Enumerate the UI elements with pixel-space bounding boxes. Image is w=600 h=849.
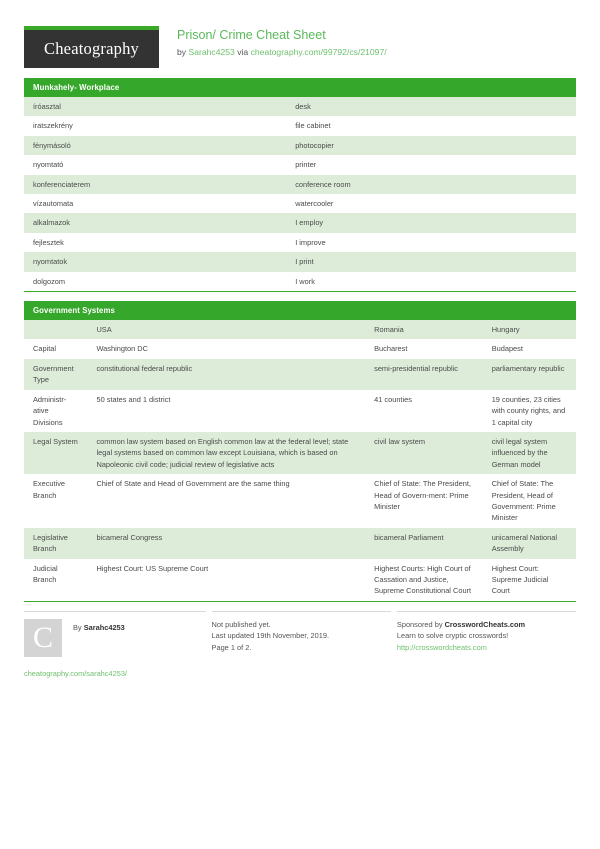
table-row	[24, 339, 576, 358]
table-cell: 19 counties, 23 cities with county rights, and 1 capital city	[483, 390, 576, 432]
profile-url-link[interactable]: cheatography.com/sarahc4253/	[24, 668, 127, 678]
card-title: Government Systems	[24, 301, 576, 320]
row-label-cell: Administr-​ative Divisions	[24, 390, 87, 432]
table-cell: file cabinet	[286, 116, 576, 135]
footer-author-column	[24, 611, 206, 680]
row-label-cell: iratszekrény	[24, 116, 286, 135]
table-cell: watercooler	[286, 194, 576, 213]
row-label-cell: Legal System	[24, 432, 87, 474]
table-row	[24, 194, 576, 213]
table-row	[24, 528, 576, 559]
table-cell: bicameral Parliament	[365, 528, 483, 559]
table-cell: conference room	[286, 175, 576, 194]
table-row	[24, 474, 576, 528]
sponsor-line	[397, 619, 576, 631]
table-cell: printer	[286, 155, 576, 174]
row-label-cell: konferenciaterem	[24, 175, 286, 194]
table-cell: Highest Courts: High Court of Cassation and Justice, Supreme Constitutional Court	[365, 559, 483, 602]
logo-text: Cheatography	[44, 39, 139, 58]
table-row	[24, 559, 576, 602]
last-updated: Last updated 19th November, 2019.	[211, 631, 330, 641]
table-cell: desk	[286, 97, 576, 116]
table-cell: I print	[286, 252, 576, 271]
page-header	[24, 0, 576, 78]
profile-link-wrap	[24, 668, 194, 680]
table-cell: Highest Court: Supreme Judicial Court	[483, 559, 576, 602]
sponsor-tagline: Learn to solve cryptic crosswords!	[396, 631, 509, 641]
table-cell: 41 counties	[365, 390, 483, 432]
table-cell: constitutional federal republic	[87, 359, 365, 390]
publish-status: Not published yet.	[211, 619, 271, 629]
table-cell: civil legal system influenced by the German model	[483, 432, 576, 474]
table-cell: unicameral National Assembly	[483, 528, 576, 559]
table-row	[24, 359, 576, 390]
table-cell: I employ	[286, 213, 576, 232]
page-number: Page 1 of 2.	[211, 642, 252, 652]
row-label-cell: Legislative Branch	[24, 528, 87, 559]
table-cell: Washington DC	[87, 339, 365, 358]
table-row	[24, 213, 576, 232]
row-label-cell: íróasztal	[24, 97, 286, 116]
row-label-cell: Executive Branch	[24, 474, 87, 528]
author-value: Sarahc4253	[83, 622, 125, 632]
table-row	[24, 175, 576, 194]
row-label-cell: alkalmazok	[24, 213, 286, 232]
row-label-cell: nyomtatok	[24, 252, 286, 271]
row-label-cell: vízautomata	[24, 194, 286, 213]
avatar: C	[24, 619, 62, 657]
table-cell: Chief of State: The President, Head of Govern-​ment: Prime Minister	[365, 474, 483, 528]
row-label-cell: fejlesztek	[24, 233, 286, 252]
table-cell: semi-​presidential republic	[365, 359, 483, 390]
row-label-cell: nyomtató	[24, 155, 286, 174]
government-systems-table	[24, 320, 576, 602]
table-row	[24, 390, 576, 432]
table-row	[24, 252, 576, 271]
footer-sponsor-column	[397, 611, 576, 680]
table-row	[24, 272, 576, 292]
cheatography-logo[interactable]	[24, 26, 159, 68]
table-cell: Chief of State and Head of Government are the same thing	[87, 474, 365, 528]
card-munkahely-workplace	[24, 78, 576, 292]
sponsor-name: CrosswordCheats.com	[444, 619, 526, 629]
page-footer	[24, 611, 576, 680]
author-row	[24, 619, 194, 657]
table-row	[24, 97, 576, 116]
table-cell: Hungary	[483, 320, 576, 339]
table-cell: I work	[286, 272, 576, 292]
table-row	[24, 233, 576, 252]
author-link[interactable]: Sarahc4253	[188, 47, 235, 57]
table-row	[24, 155, 576, 174]
title-block	[177, 26, 387, 59]
table-cell: Budapest	[483, 339, 576, 358]
table-cell: parliamentary republic	[483, 359, 576, 390]
table-row	[24, 116, 576, 135]
source-url-link[interactable]: cheatography.com/99792/cs/21097/	[250, 47, 387, 57]
table-cell: Chief of State: The President, Head of Government: Prime Minister	[483, 474, 576, 528]
sponsored-label: Sponsored by	[396, 619, 443, 629]
by-label: by	[177, 47, 187, 57]
table-cell: Highest Court: US Supreme Court	[87, 559, 365, 602]
by-label: By	[73, 622, 82, 632]
row-label-cell: Judicial Branch	[24, 559, 87, 602]
author-name	[73, 619, 125, 634]
sponsor-link-wrap	[397, 642, 576, 654]
card-title: Munkahely- Workplace	[24, 78, 576, 97]
table-cell: Romania	[365, 320, 483, 339]
table-cell: photocopier	[286, 136, 576, 155]
table-cell: 50 states and 1 district	[87, 390, 365, 432]
row-label-cell: fénymásoló	[24, 136, 286, 155]
table-cell: I improve	[286, 233, 576, 252]
page-title: Prison/ Crime Cheat Sheet	[177, 28, 326, 42]
row-label-cell: Capital	[24, 339, 87, 358]
table-cell: civil law system	[365, 432, 483, 474]
table-cell: common law system based on English common law at the federal level; state legal systems based on common law except Louisiana, which is based on Napoleonic civil code; judicial review of legislative acts	[87, 432, 365, 474]
footer-publish-column	[212, 611, 391, 680]
vocab-table	[24, 97, 576, 292]
table-row	[24, 320, 576, 339]
table-row	[24, 432, 576, 474]
card-government-systems	[24, 301, 576, 602]
row-label-cell: dolgozom	[24, 272, 286, 292]
sponsor-url-link[interactable]: http://crosswordcheats.com	[396, 642, 487, 652]
row-label-cell	[24, 320, 87, 339]
table-cell: Bucharest	[365, 339, 483, 358]
row-label-cell: Government Type	[24, 359, 87, 390]
table-cell: bicameral Congress	[87, 528, 365, 559]
byline	[177, 46, 387, 59]
table-row	[24, 136, 576, 155]
table-cell: USA	[87, 320, 365, 339]
via-label: via	[237, 47, 249, 57]
